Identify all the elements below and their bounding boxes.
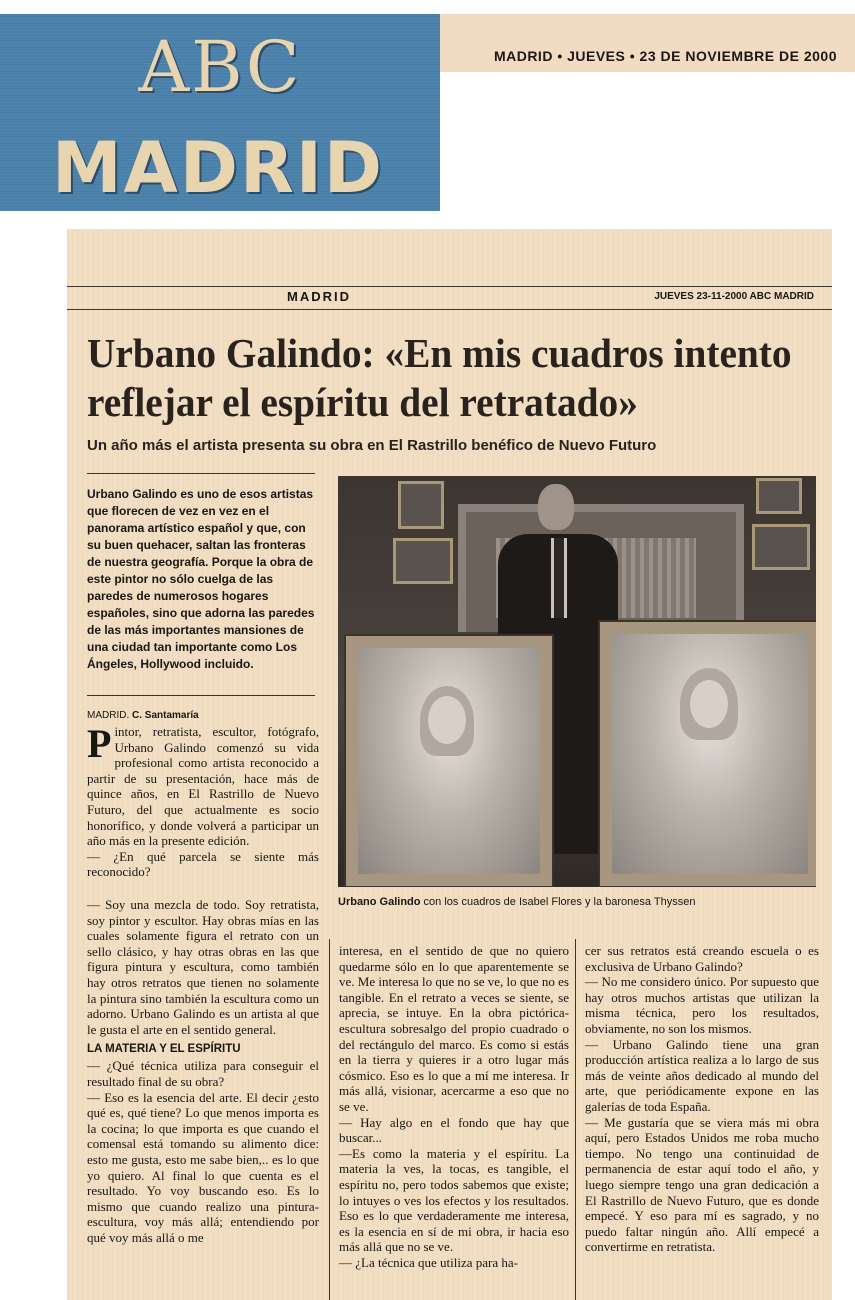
dateline: MADRID • JUEVES • 23 DE NOVIEMBRE DE 2000	[493, 48, 837, 64]
lede-paragraph: Urbano Galindo es uno de esos artistas que florecen de vez en vez en el panorama artístico español y que, con su buen quehacer, saltan las fronteras de nuestra geografía. Porque la obra de este pintor no sólo cuelga de las paredes de numerosos hogares españoles, sino que adorna las paredes de las más importantes mansiones de una ciudad tan importante como Los Ángeles, Hollywood incluido.	[87, 487, 315, 671]
body-column-3	[585, 943, 819, 1255]
caption-name: Urbano Galindo	[338, 896, 421, 908]
byline	[87, 710, 317, 721]
man-tie	[551, 538, 567, 618]
portrait-face	[428, 696, 466, 744]
col3-answer-1: — No me considero único. Por supuesto que hay otros muchos artistas que utilizan la misma técnica, pero los resultados, obviamente, no son los mismos.	[585, 974, 819, 1036]
col3-paragraph-1: cer sus retratos está creando escuela o es exclusiva de Urbano Galindo?	[585, 943, 819, 974]
subheadline: Un año más el artista presenta su obra en El Rastrillo benéfico de Nuevo Futuro	[87, 437, 657, 454]
wall-frame	[752, 524, 810, 570]
question-1: — ¿En qué parcela se siente más reconocido?	[87, 848, 319, 880]
portrait-canvas	[358, 648, 540, 874]
byline-place: MADRID.	[87, 710, 130, 721]
wall-frame	[398, 481, 444, 529]
man-head	[538, 484, 574, 530]
logo-madrid: MADRID	[52, 127, 384, 209]
wall-frame	[393, 538, 453, 584]
portrait-face	[690, 680, 728, 728]
issue-info: JUEVES 23-11-2000 ABC MADRID	[654, 291, 814, 302]
section-subhead: LA MATERIA Y EL ESPÍRITU	[87, 1043, 241, 1056]
col2-paragraph: interesa, en el sentido de que no quiero quedarme sólo en lo que aparentemente se ve. Me interesa lo que no se ve, lo que no es tangible. En el retrato a veces se siente, se aprecia, se intuye. En la obra pictórica-escultura sobresalgo del propio cuadrado o del rectángulo del marco. Es como si estás en la tierra y quieres ir a otro lugar más cósmico. Eso es lo que a mí me interesa. Ir más allá, visionar, acercarme a eso que no se ve.	[339, 943, 569, 1114]
question-2: — ¿Qué técnica utiliza para conseguir el resultado final de su obra?	[87, 1058, 319, 1089]
caption-text: con los cuadros de Isabel Flores y la baronesa Thyssen	[420, 896, 696, 908]
photo-caption	[338, 896, 818, 908]
col2-question-2: — ¿La técnica que utiliza para ha-	[339, 1254, 519, 1270]
masthead-logo-block	[0, 14, 440, 211]
column-divider	[329, 939, 330, 1300]
divider	[87, 695, 315, 696]
col3-paragraph-2: — Urbano Galindo tiene una gran producción artística realiza a lo largo de sus más de veinte años dedicado al mundo del arte, que periódicamente expone en las galerías de toda España.	[585, 1036, 819, 1114]
logo-abc: ABC	[138, 26, 302, 108]
article-clipping	[67, 229, 832, 1300]
answer-1: — Soy una mezcla de todo. Soy retratista, soy pintor y escultor. Hay obras mías en las cuales solamente figura el retrato con un sello clásico, y hay otras obras en las que figura pintura y escultura, como también hay otros retratos que tienen no solamente la pintura sino también la escultura como un adorno. Urbano Galindo es un artista al que le gusta el arte en el sentido general.	[87, 897, 319, 1037]
wall-frame	[756, 478, 802, 514]
portrait-isabel-flores	[346, 636, 552, 886]
article-photo	[338, 476, 816, 887]
intro-text: intor, retratista, escultor, fotógrafo, Urbano Galindo comenzó su vida profesional como artista reconocido a partir de su presentación, hace más de quince años, en El Rastrillo de Nuevo Futuro, del que actualmente es socio honorífico, y donde volverá a participar un año más en la presente edición.	[87, 724, 319, 849]
portrait-baronesa-thyssen	[600, 622, 816, 886]
headline: Urbano Galindo: «En mis cuadros intento reflejar el espíritu del retratado»	[87, 330, 792, 425]
dateline-strip	[440, 14, 855, 72]
answer-2: — Eso es la esencia del arte. El decir ¿esto qué es, qué tiene? Lo que menos importa es la cocina; lo que importa es que cuando el comensal está tomando su alimento dice: esto me gusta, esto me sabe bien,.. es lo que yo quiero. Al final lo que cuenta es el resultado. Yo voy buscando eso. Es lo mismo que cuando realizo una pintura-escultura, voy más allá; entendiendo por qué voy más allá o me	[87, 1089, 319, 1245]
byline-author: C. Santamaría	[132, 710, 199, 721]
section-label: MADRID	[287, 289, 351, 304]
body-column-1-upper	[87, 721, 319, 880]
dropcap: P	[87, 721, 112, 766]
col2-question: — Hay algo en el fondo que hay que buscar...	[339, 1114, 569, 1146]
body-column-1-lower	[87, 897, 319, 1245]
col2-answer: —Es como la materia y el espíritu. La materia la ves, la tocas, es tangible, el espíritu no, pero todos sabemos que existe; lo intuyes o ves los efectos y los resultados. Eso es lo que verdaderamente me interesa, es la esencia en sí de mi obra, ir hacia eso más allá que no se ve.	[339, 1145, 569, 1255]
running-head	[67, 286, 832, 310]
column-divider	[575, 939, 576, 1300]
col3-paragraph-3: — Me gustaría que se viera más mi obra aquí, pero Estados Unidos me roba mucho tiempo. No tengo una continuidad de permanencia de estar aquí todo el año, y luego siempre tengo una gran dedicación a El Rastrillo de Nuevo Futuro, que es donde empecé. Y eso para mí es sagrado, y no puedo faltar ningún año. Allí empecé a convertirme en retratista.	[585, 1114, 819, 1255]
divider	[87, 473, 315, 474]
intro-paragraph	[87, 721, 319, 849]
body-column-2	[339, 943, 569, 1270]
